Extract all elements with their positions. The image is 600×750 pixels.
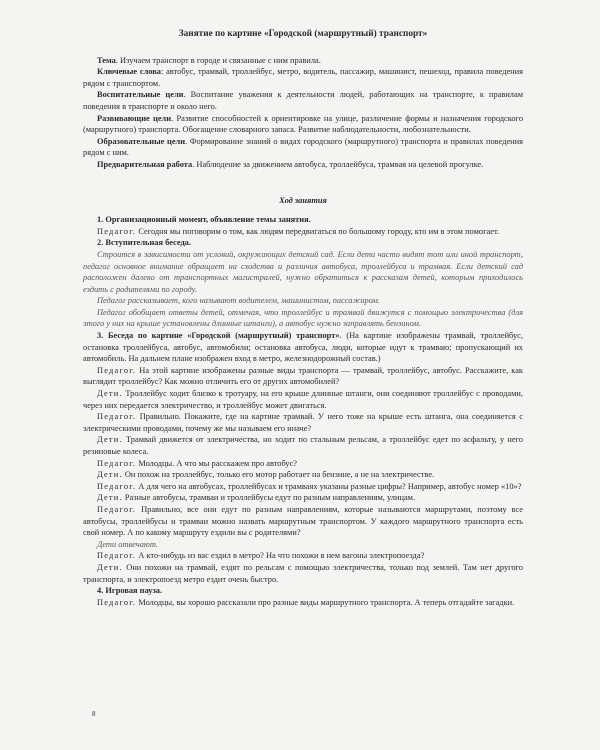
page-title: Занятие по картине «Городской (маршрутный) транспорт»: [178, 29, 428, 39]
meta-label: Воспитательные цели: [97, 90, 184, 100]
meta-label: Тема: [97, 55, 116, 65]
meta-label: Предварительная работа: [97, 159, 193, 169]
speech: Правильно. Покажите, где на картине трамвай. У него тоже на крыше есть штанга, она соединяется с электрическими проводами, почему же мы называем его иначе?: [83, 412, 523, 433]
italic-note: Дети отвечают.: [97, 539, 159, 549]
dialog-line: [83, 388, 523, 411]
page-content: [83, 29, 523, 608]
italic-note: Педагог обобщает ответы детей, отмечая, что троллейбус и трамвай движутся с помощью электричества (для этого у них на крыше установлены длинные штанги), а автобус нужно заправлять бензином.: [83, 307, 523, 329]
speaker: Педагог.: [97, 226, 137, 236]
meta-text: . Воспитание уважения к деятельности людей, работающих на транспорте, к правилам поведения в транспорте и около него.: [83, 90, 524, 111]
speech: Разные автобусы, трамваи и троллейбусы едут по разным направлениям, улицам.: [122, 493, 416, 503]
page-number: 8: [92, 710, 96, 718]
speaker: Педагог.: [97, 551, 137, 561]
meta-keywords: [83, 66, 523, 89]
course-heading: Ход занятия: [279, 195, 327, 205]
section-2: [83, 237, 523, 330]
meta-preliminary-work: [83, 159, 523, 171]
section-heading-text: 4. Игровая пауза: [97, 586, 160, 596]
section-4: [83, 585, 523, 608]
speaker: Педагог.: [97, 597, 137, 607]
dialog-line: [83, 226, 523, 238]
section-heading: 2. Вступительная беседа.: [97, 238, 191, 248]
section-heading: 1. Организационный момент, объявление темы занятия.: [97, 215, 311, 225]
section-heading-text: 3. Беседа по картине «Городской (маршрутный) транспорт»: [97, 331, 340, 341]
section-heading-text: 2. Вступительная беседа: [97, 238, 189, 248]
lesson-meta: [83, 55, 523, 171]
dialog-line: [83, 365, 523, 388]
speaker: Дети.: [97, 435, 123, 445]
italic-note: Строится в зависимости от условий, окружающих детский сад. Если дети часто видят тот или иной транспорт, педагог основное внимание обращает на сходства и различия автобуса, троллейбуса и трамвая. Если детский сад расположен далеко от транспортных магистралей, нужно обратиться к рассказам детей, которым приходилось ездить с родителями по городу.: [83, 249, 523, 294]
dialog-line: [83, 434, 523, 457]
dialog-line: [83, 492, 523, 504]
dialog-line: [83, 469, 523, 481]
dialog-line: [83, 411, 523, 434]
dialog-line: [83, 550, 523, 562]
speech: Они похожи на трамвай, ездят по рельсам с помощью электричества, только под землей. Там нет другого транспорта, и электропоезд метро ездит очень быстро.: [83, 562, 523, 584]
section-heading: 4. Игровая пауза.: [97, 586, 163, 596]
dialog-line: [83, 504, 523, 539]
speaker: Педагог.: [97, 481, 137, 491]
speech: Сегодня мы поговорим о том, как людям передвигаться по большому городу, кто им в этом помогает.: [136, 226, 500, 236]
meta-text: . Изучаем транспорт в городе и связанные с ним правила.: [115, 55, 321, 65]
section-intro: [83, 330, 523, 365]
section-heading-text: 1. Организационный момент, объявление темы занятия: [97, 215, 309, 225]
meta-label: Развивающие цели: [97, 113, 172, 123]
speech: Молодцы, вы хорошо рассказали про разные виды маршрутного транспорта. А теперь отгадайте загадки.: [136, 597, 515, 607]
speech: А кто-нибудь из вас ездил в метро? На что похожи в нем вагоны электропоезда?: [136, 551, 425, 561]
speech: Трамвай движется от электричества, но ходит по стальным рельсам, а троллейбус едет по асфальту, у него резиновые колеса.: [83, 435, 523, 456]
speech: А для чего на автобусах, троллейбусах и трамваях указаны разные цифры? Например, автобус номер «10»?: [136, 481, 522, 491]
speaker: Педагог.: [97, 412, 137, 422]
speaker: Дети.: [97, 562, 123, 572]
section-3: [83, 330, 523, 585]
meta-educational-goals: [83, 89, 523, 112]
italic-note: Педагог рассказывает, кого называют водителем, машинистом, пассажиром.: [97, 296, 380, 306]
meta-learning-goals: [83, 136, 523, 159]
speaker: Дети.: [97, 470, 123, 480]
dialog-line: [83, 481, 523, 493]
speaker: Педагог.: [97, 365, 137, 375]
speech: Троллейбус ходит близко к тротуару, на его крыше длинные штанги, они соединяют троллейбус с проводами, через них передается электричество, и троллейбус может двигаться.: [83, 389, 523, 410]
speech: Молодцы. А что мы расскажем про автобус?: [136, 458, 298, 468]
dialog-line: [83, 597, 523, 609]
meta-text: . Формирование знаний о видах городского (маршрутного) транспорта и правилах поведения рядом с ним.: [83, 136, 523, 158]
speaker: Педагог.: [97, 458, 137, 468]
meta-label: Ключевые слова: [97, 67, 161, 77]
meta-text: . Развитие способностей к ориентировке на улице, различение формы и назначения городского (маршрутного) транспорта. Обогащение словарного запаса. Развитие наблюдательности, любознательности.: [83, 113, 524, 135]
speaker: Дети.: [97, 389, 123, 399]
meta-developmental-goals: [83, 113, 523, 136]
meta-topic: [83, 55, 523, 67]
speaker: Педагог.: [97, 504, 137, 514]
speech: На этой картине изображены разные виды транспорта — трамвай, троллейбус, автобус. Расскажите, как выглядит троллейбус? Как можно отличить его от других автомобилей?: [83, 365, 523, 387]
section-intro-text: . (На картине изображены трамвай, троллейбус, остановка троллейбуса, автобус, автомобили; остановка автобуса, люди, которые идут к трамваю; пропускающий их автомобиль. На дальнем плане изображен вход в метро, железнодорожный состав.): [83, 331, 523, 364]
speech: Он похож на троллейбус, только его мотор работает на бензине, а не на электричестве.: [122, 470, 435, 480]
speech: Правильно, все они едут по разным направлениям, которые называются маршрутами, поэтому все автобусы, троллейбусы и трамваи можно назвать маршрутным транспортом. У каждого маршрутного транспорта есть свой номер. А по какому маршруту ездили вы с родителями?: [83, 504, 523, 538]
dialog-line: [83, 458, 523, 470]
meta-text: . Наблюдение за движением автобуса, троллейбуса, трамвая на целевой прогулке.: [192, 159, 484, 169]
speaker: Дети.: [97, 493, 123, 503]
meta-label: Образовательные цели: [97, 136, 186, 146]
dialog-line: [83, 562, 523, 585]
meta-text: : автобус, трамвай, троллейбус, метро, водитель, пассажир, машинист, пешеход, правила поведения рядом с транспортом.: [83, 67, 523, 88]
section-1: [83, 214, 523, 237]
